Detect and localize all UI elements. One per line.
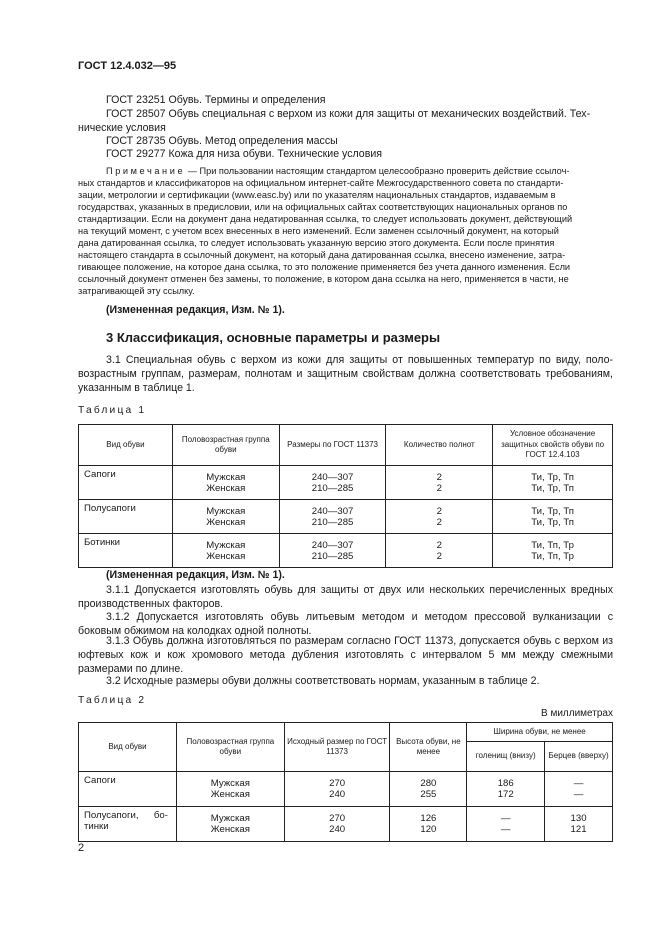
edition-note: (Измененная редакция, Изм. № 1). — [106, 569, 285, 581]
column-header: Вид обуви — [79, 723, 177, 772]
table-row: Сапоги Мужская Женская 240—307 210—285 2 2 Ти, Тр, Тп Ти, Тр, Тп — [79, 466, 613, 500]
page-header: ГОСТ 12.4.032—95 — [78, 60, 177, 72]
column-header: Исходный размер по ГОСТ 11373 — [284, 723, 390, 772]
table-row: Сапоги Мужская Женская 270 240 280 255 186 172 — — — [79, 772, 613, 807]
standard-item-cont: нические условия — [78, 122, 166, 134]
standard-item: ГОСТ 28507 Обувь специальная с верхом из кожи для защиты от механических воздействий. Тех- — [106, 108, 591, 120]
section-title: 3 Классификация, основные параметры и размеры — [106, 330, 441, 345]
column-header: Условное обозначение защитных свойств обуви по ГОСТ 12.4.103 — [493, 425, 613, 466]
column-header: Половозрастная группа обуви — [172, 425, 279, 466]
paragraph-3-1-1: 3.1.1 Допускается изготовлять обувь для защиты от двух или нескольких перечисленных вредных производственных факторов. — [78, 584, 613, 610]
column-header: Вид обуви — [79, 425, 173, 466]
paragraph-3-2: 3.2 Исходные размеры обуви должны соответствовать нормам, указанным в таблице 2. — [106, 675, 540, 687]
table-row: Ботинки Мужская Женская 240—307 210—285 2 2 Ти, Тп, Тр Ти, Тп, Тр — [79, 534, 613, 568]
column-header: Берцев (вверху) — [545, 742, 613, 772]
column-header: Ширина обуви, не менее — [467, 723, 613, 742]
table-row: Полусапоги Мужская Женская 240—307 210—285 2 2 Ти, Тр, Тп Ти, Тр, Тп — [79, 500, 613, 534]
standard-item: ГОСТ 23251 Обувь. Термины и определения — [106, 94, 326, 106]
table-header-row — [79, 425, 613, 466]
column-header: Размеры по ГОСТ 11373 — [279, 425, 386, 466]
column-header: Количество полнот — [386, 425, 493, 466]
column-header: Половозрастная группа обуви — [176, 723, 284, 772]
page-number: 2 — [78, 842, 85, 854]
table-row: Полусапоги, бо- тинки Мужская Женская 270 240 126 120 — — 130 121 — [79, 807, 613, 842]
edition-note: (Измененная редакция, Изм. № 1). — [106, 304, 285, 316]
table-1-caption: Таблица 1 — [78, 405, 147, 416]
standard-item: ГОСТ 29277 Кожа для низа обуви. Технические условия — [106, 148, 382, 160]
table-2 — [78, 722, 613, 842]
note-label: Примечание — [106, 166, 186, 176]
unit-label: В миллиметрах — [541, 708, 613, 719]
column-header: Высота обуви, не менее — [390, 723, 467, 772]
paragraph-3-1-3: 3.1.3 Обувь должна изготовляться по размерам согласно ГОСТ 11373, допускается обувь с верхом из юфтевых кож и кож хромового метода дубления изготовлять с интервалом 5 мм между смежными размерами по длине. — [78, 635, 613, 675]
table-header-row — [79, 723, 613, 742]
paragraph-3-1: 3.1 Специальная обувь с верхом из кожи для защиты от повышенных температур по виду, поло-возрастным группам, размерам, полнотам и защитным свойствам должна соответствовать требованиям, указанным в таблице 1. — [78, 354, 613, 394]
standard-item: ГОСТ 28735 Обувь. Метод определения массы — [106, 135, 338, 147]
column-header: голенищ (внизу) — [467, 742, 545, 772]
paragraph-3-1-2: 3.1.2 Допускается изготовлять обувь литьевым методом и методом прессовой вулканизации с боковым обжимом на колодках одной полноты. — [78, 611, 613, 637]
table-2-caption: Таблица 2 — [78, 695, 147, 706]
table-1 — [78, 424, 613, 568]
note-block: Примечание — При пользовании настоящим стандартом целесообразно проверить действие ссылоч- ных стандартов и классификаторов на официальном интернет-сайте Межгосударственного совета по стандарти- зации, метрологии и сертификации (www.easc.by) или по указателям национальных стандартов, издаваемым в государствах, указанных в предисловии, или на официальных сайтах соответствующих национальных органов по стандартизации. Если на документ дана недатированная ссылка, то следует использовать документ, действующий на текущий момент, с учетом всех внесенных в него изменений. Если заменен ссылочный документ, на который дана датированная ссылка, то следует использовать указанную версию этого документа. Если после принятия настоящего стандарта в ссылочный документ, на который дана датированная ссылка, внесено изменение, затра- гивающее положение, на которое дана ссылка, то это положение применяется без учета данного изменения. Если ссылочный документ отменен без замены, то положение, в котором дана ссылка на него, применяется в части, не затрагивающей эту ссылку. — [78, 166, 573, 296]
